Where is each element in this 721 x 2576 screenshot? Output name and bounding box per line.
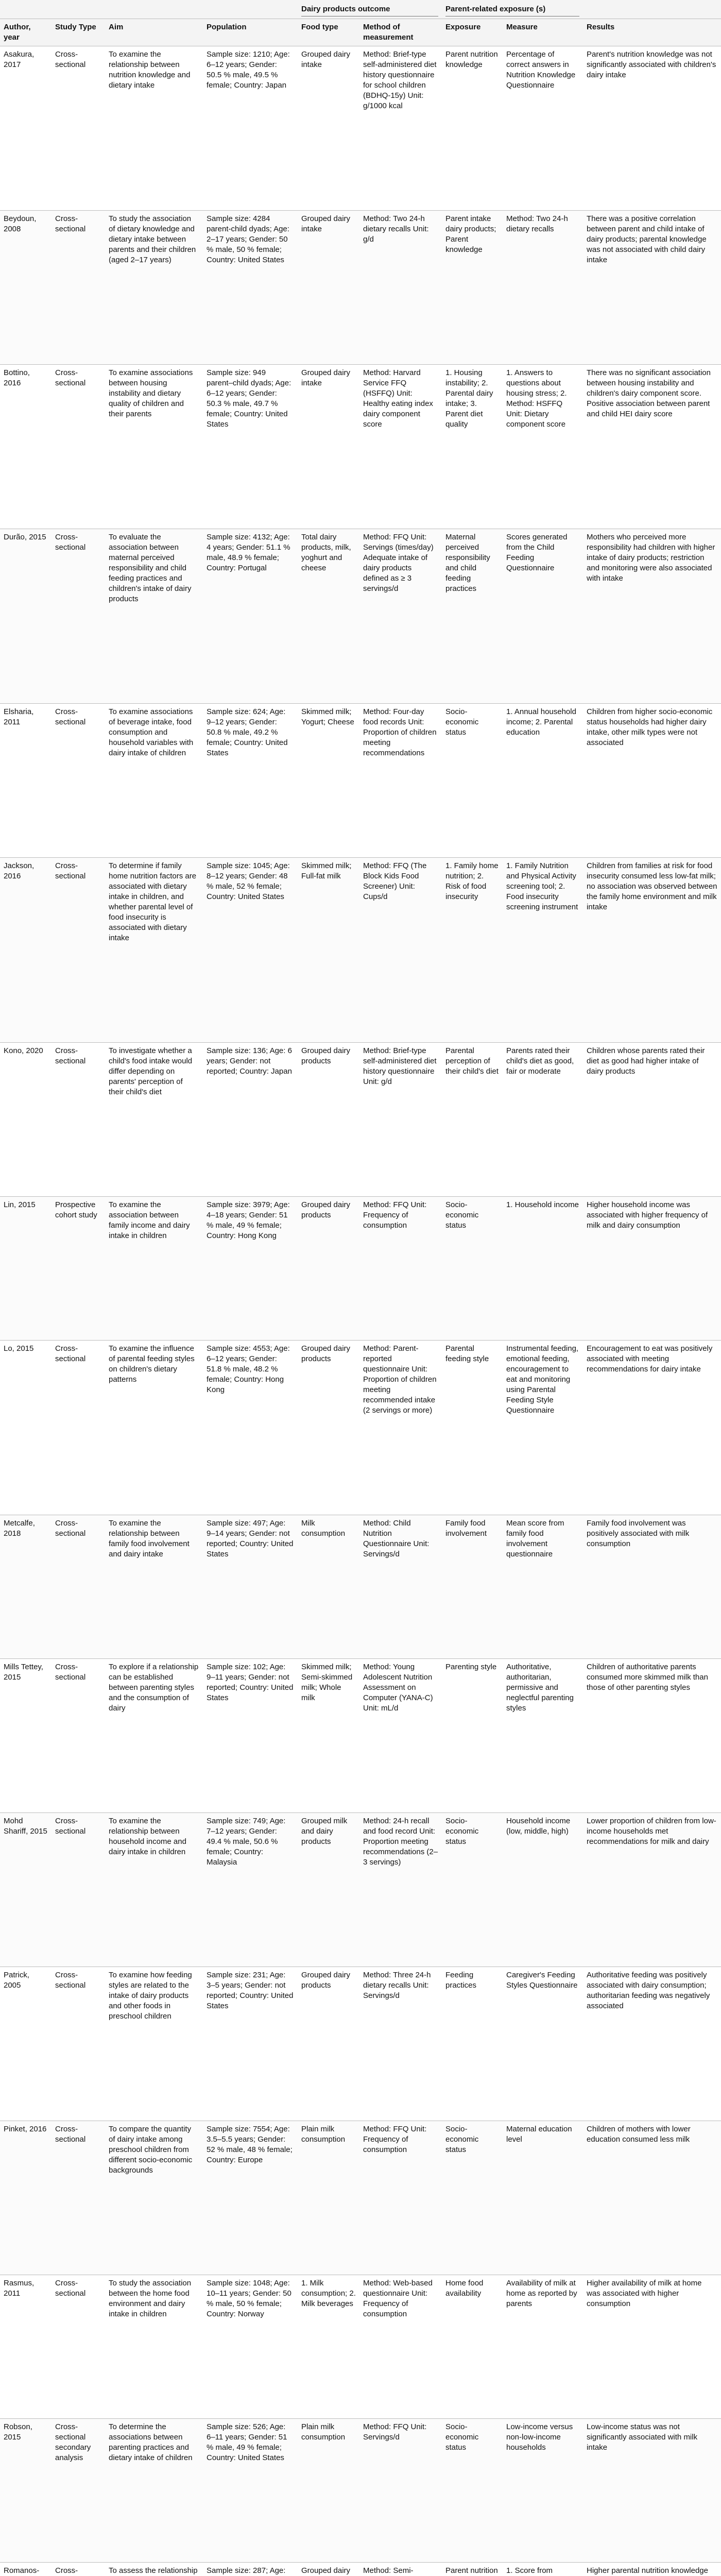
col-measure: Measure: [503, 19, 583, 46]
cell-method: Method: FFQ Unit: Servings/d: [359, 2419, 442, 2563]
cell-type: Prospective cohort study: [52, 1197, 105, 1341]
cell-method: Method: Semi-: [359, 2563, 442, 2576]
table-row: [0, 211, 721, 365]
col-results: Results: [583, 19, 721, 46]
cell-measure: Low-income versus non-low-income households: [503, 2419, 583, 2563]
cell-population: Sample size: 4284 parent-child dyads; Age: 2–17 years; Gender: 50 % male, 50 % female; Country: United States: [203, 211, 298, 365]
table-row: [0, 1659, 721, 1813]
cell-method: Method: Parent-reported questionnaire Unit: Proportion of children meeting recommended intake (2 servings or more): [359, 1341, 442, 1515]
table-row: [0, 1341, 721, 1515]
cell-aim: To examine the relationship between nutrition knowledge and dietary intake: [105, 46, 203, 211]
cell-population: Sample size: 136; Age: 6 years; Gender: not reported; Country: Japan: [203, 1043, 298, 1197]
table-row: [0, 2275, 721, 2419]
table-row: [0, 1967, 721, 2121]
cell-method: Method: Web-based questionnaire Unit: Frequency of consumption: [359, 2275, 442, 2419]
cell-aim: To assess the relationship: [105, 2563, 203, 2576]
cell-type: Cross-sectional: [52, 529, 105, 704]
cell-results: There was no significant association between housing instability and children's dairy component score. Positive association between parent and child HEI dairy score: [583, 365, 721, 529]
cell-measure: 1. Score from: [503, 2563, 583, 2576]
col-population: Population: [203, 19, 298, 46]
cell-exposure: 1. Housing instability; 2. Parental dairy intake; 3. Parent diet quality: [442, 365, 503, 529]
cell-food: Grouped dairy products: [298, 1043, 359, 1197]
cell-measure: 1. Household income: [503, 1197, 583, 1341]
cell-aim: To determine if family home nutrition factors are associated with dietary intake in children, and whether parental level of food insecurity is associated with dietary intake: [105, 858, 203, 1043]
cell-type: Cross-sectional: [52, 1341, 105, 1515]
cell-method: Method: Four-day food records Unit: Proportion of children meeting recommendations: [359, 704, 442, 858]
cell-type: Cross-sectional: [52, 858, 105, 1043]
cell-method: Method: FFQ Unit: Frequency of consumption: [359, 2121, 442, 2275]
cell-aim: To examine associations of beverage intake, food consumption and household variables with dairy intake of children: [105, 704, 203, 858]
cell-results: Higher household income was associated with higher frequency of milk and dairy consumption: [583, 1197, 721, 1341]
cell-aim: To investigate whether a child's food intake would differ depending on parents' perception of their child's diet: [105, 1043, 203, 1197]
cell-aim: To explore if a relationship can be established between parenting styles and the consumption of dairy: [105, 1659, 203, 1813]
cell-results: Higher availability of milk at home was associated with higher consumption: [583, 2275, 721, 2419]
cell-population: Sample size: 497; Age: 9–14 years; Gender: not reported; Country: United States: [203, 1515, 298, 1659]
cell-results: Higher parental nutrition knowledge: [583, 2563, 721, 2576]
cell-measure: Caregiver's Feeding Styles Questionnaire: [503, 1967, 583, 2121]
cell-results: Encouragement to eat was positively associated with meeting recommendations for dairy intake: [583, 1341, 721, 1515]
cell-population: Sample size: 1210; Age: 6–12 years; Gender: 50.5 % male, 49.5 % female; Country: Japan: [203, 46, 298, 211]
cell-results: There was a positive correlation between parent and child intake of dairy products; parental knowledge was not associated with child dairy intake: [583, 211, 721, 365]
cell-food: Grouped dairy products: [298, 1967, 359, 2121]
cell-exposure: Parent nutrition: [442, 2563, 503, 2576]
cell-results: Children from higher socio-economic status households had higher dairy intake, other milk types were not associated: [583, 704, 721, 858]
group-exposure-header: Parent-related exposure (s): [442, 0, 583, 19]
cell-population: Sample size: 4553; Age: 6–12 years; Gender: 51.8 % male, 48.2 % female; Country: Hong Kong: [203, 1341, 298, 1515]
cell-results: Low-income status was not significantly associated with milk intake: [583, 2419, 721, 2563]
cell-type: Cross-sectional: [52, 46, 105, 211]
cell-author: Durão, 2015: [0, 529, 52, 704]
cell-method: Method: Young Adolescent Nutrition Assessment on Computer (YANA-C) Unit: mL/d: [359, 1659, 442, 1813]
column-header-row: [0, 19, 721, 46]
col-method: Method of measurement: [359, 19, 442, 46]
cell-measure: Method: Two 24-h dietary recalls: [503, 211, 583, 365]
table-row: [0, 858, 721, 1043]
cell-exposure: Maternal perceived responsibility and child feeding practices: [442, 529, 503, 704]
cell-method: Method: Two 24-h dietary recalls Unit: g/d: [359, 211, 442, 365]
cell-food: Skimmed milk; Semi-skimmed milk; Whole milk: [298, 1659, 359, 1813]
cell-results: Mothers who perceived more responsibility had children with higher intake of dairy products; restriction and monitoring were also associated with intake: [583, 529, 721, 704]
cell-exposure: Home food availability: [442, 2275, 503, 2419]
cell-author: Rasmus, 2011: [0, 2275, 52, 2419]
cell-exposure: Parent intake dairy products; Parent knowledge: [442, 211, 503, 365]
cell-exposure: 1. Family home nutrition; 2. Risk of food insecurity: [442, 858, 503, 1043]
cell-author: Mohd Shariff, 2015: [0, 1813, 52, 1967]
cell-measure: Authoritative, authoritarian, permissive and neglectful parenting styles: [503, 1659, 583, 1813]
cell-method: Method: Three 24-h dietary recalls Unit: Servings/d: [359, 1967, 442, 2121]
cell-measure: Scores generated from the Child Feeding Questionnaire: [503, 529, 583, 704]
cell-food: Plain milk consumption: [298, 2419, 359, 2563]
table-row: [0, 1813, 721, 1967]
cell-population: Sample size: 1048; Age: 10–11 years; Gender: 50 % male, 50 % female; Country: Norway: [203, 2275, 298, 2419]
cell-aim: To study the association of dietary knowledge and dietary intake between parents and their children (aged 2–17 years): [105, 211, 203, 365]
cell-author: Bottino, 2016: [0, 365, 52, 529]
group-header-row: [0, 0, 721, 19]
cell-aim: To examine the influence of parental feeding styles on children's dietary patterns: [105, 1341, 203, 1515]
group-outcome-header: Dairy products outcome: [298, 0, 442, 19]
cell-aim: To examine associations between housing instability and dietary quality of children and their parents: [105, 365, 203, 529]
cell-author: Robson, 2015: [0, 2419, 52, 2563]
cell-type: Cross-sectional secondary analysis: [52, 2419, 105, 2563]
cell-food: Grouped dairy intake: [298, 46, 359, 211]
cell-measure: Household income (low, middle, high): [503, 1813, 583, 1967]
cell-population: Sample size: 231; Age: 3–5 years; Gender: not reported; Country: United States: [203, 1967, 298, 2121]
cell-method: Method: 24-h recall and food record Unit: Proportion meeting recommendations (2–3 servings): [359, 1813, 442, 1967]
cell-population: Sample size: 949 parent–child dyads; Age: 6–12 years; Gender: 50.3 % male, 49.7 % female; Country: United States: [203, 365, 298, 529]
table-row: [0, 1515, 721, 1659]
cell-measure: Instrumental feeding, emotional feeding, encouragement to eat and monitoring using Parental Feeding Style Questionnaire: [503, 1341, 583, 1515]
cell-food: Grouped dairy products: [298, 1341, 359, 1515]
cell-measure: 1. Family Nutrition and Physical Activity screening tool; 2. Food insecurity screening instrument: [503, 858, 583, 1043]
cell-exposure: Socio-economic status: [442, 1813, 503, 1967]
cell-food: Skimmed milk; Full-fat milk: [298, 858, 359, 1043]
cell-results: Children of authoritative parents consumed more skimmed milk than those of other parenting styles: [583, 1659, 721, 1813]
cell-aim: To examine how feeding styles are related to the intake of dairy products and other foods in preschool children: [105, 1967, 203, 2121]
cell-method: Method: Brief-type self-administered diet history questionnaire for school children (BDHQ-15y) Unit: g/1000 kcal: [359, 46, 442, 211]
col-study-type: Study Type: [52, 19, 105, 46]
cell-method: Method: FFQ (The Block Kids Food Screener) Unit: Cups/d: [359, 858, 442, 1043]
cell-food: Grouped dairy products: [298, 1197, 359, 1341]
col-exposure: Exposure: [442, 19, 503, 46]
cell-author: Mills Tettey, 2015: [0, 1659, 52, 1813]
cell-exposure: Parenting style: [442, 1659, 503, 1813]
cell-exposure: Socio-economic status: [442, 2121, 503, 2275]
table-row: [0, 1043, 721, 1197]
cell-aim: To examine the association between family income and dairy intake in children: [105, 1197, 203, 1341]
cell-type: Cross-sectional: [52, 365, 105, 529]
cell-results: Family food involvement was positively associated with milk consumption: [583, 1515, 721, 1659]
cell-exposure: Parent nutrition knowledge: [442, 46, 503, 211]
cell-author: Lo, 2015: [0, 1341, 52, 1515]
cell-method: Method: FFQ Unit: Servings (times/day) Adequate intake of dairy products defined as ≥ 3 servings/d: [359, 529, 442, 704]
cell-aim: To examine the relationship between household income and dairy intake in children: [105, 1813, 203, 1967]
cell-food: Total dairy products, milk, yoghurt and cheese: [298, 529, 359, 704]
cell-type: Cross-sectional: [52, 1515, 105, 1659]
cell-type: Cross-sectional: [52, 2275, 105, 2419]
cell-population: Sample size: 749; Age: 7–12 years; Gender: 49.4 % male, 50.6 % female; Country: Malaysia: [203, 1813, 298, 1967]
cell-author: Elsharia, 2011: [0, 704, 52, 858]
cell-type: Cross-sectional: [52, 1967, 105, 2121]
cell-author: Jackson, 2016: [0, 858, 52, 1043]
cell-exposure: Parental perception of their child's diet: [442, 1043, 503, 1197]
cell-type: Cross-: [52, 2563, 105, 2576]
cell-method: Method: Child Nutrition Questionnaire Unit: Servings/d: [359, 1515, 442, 1659]
cell-measure: Availability of milk at home as reported by parents: [503, 2275, 583, 2419]
cell-author: Metcalfe, 2018: [0, 1515, 52, 1659]
table-row: [0, 1197, 721, 1341]
cell-aim: To compare the quantity of dairy intake among preschool children from different socio-economic backgrounds: [105, 2121, 203, 2275]
table-row: [0, 2563, 721, 2576]
table-row: [0, 704, 721, 858]
cell-population: Sample size: 526; Age: 6–11 years; Gender: 51 % male, 49 % female; Country: United States: [203, 2419, 298, 2563]
table-row: [0, 46, 721, 211]
cell-type: Cross-sectional: [52, 1043, 105, 1197]
cell-author: Kono, 2020: [0, 1043, 52, 1197]
cell-measure: Maternal education level: [503, 2121, 583, 2275]
col-food-type: Food type: [298, 19, 359, 46]
cell-population: Sample size: 287; Age:: [203, 2563, 298, 2576]
cell-type: Cross-sectional: [52, 1813, 105, 1967]
cell-measure: Mean score from family food involvement questionnaire: [503, 1515, 583, 1659]
cell-measure: Parents rated their child's diet as good, fair or moderate: [503, 1043, 583, 1197]
col-author: Author, year: [0, 19, 52, 46]
cell-measure: 1. Annual household income; 2. Parental education: [503, 704, 583, 858]
cell-type: Cross-sectional: [52, 1659, 105, 1813]
cell-exposure: Socio-economic status: [442, 704, 503, 858]
cell-author: Beydoun, 2008: [0, 211, 52, 365]
cell-author: Pinket, 2016: [0, 2121, 52, 2275]
cell-population: Sample size: 102; Age: 9–11 years; Gender: not reported; Country: United States: [203, 1659, 298, 1813]
cell-method: Method: Harvard Service FFQ (HSFFQ) Unit: Healthy eating index dairy component score: [359, 365, 442, 529]
cell-food: Milk consumption: [298, 1515, 359, 1659]
table-body: [0, 46, 721, 2576]
table-row: [0, 529, 721, 704]
cell-population: Sample size: 7554; Age: 3.5–5.5 years; Gender: 52 % male, 48 % female; Country: Europe: [203, 2121, 298, 2275]
cell-aim: To study the association between the home food environment and dairy intake in children: [105, 2275, 203, 2419]
cell-food: Grouped dairy intake: [298, 365, 359, 529]
cell-results: Children whose parents rated their diet as good had higher intake of dairy products: [583, 1043, 721, 1197]
cell-food: Skimmed milk; Yogurt; Cheese: [298, 704, 359, 858]
cell-exposure: Feeding practices: [442, 1967, 503, 2121]
col-aim: Aim: [105, 19, 203, 46]
cell-author: Lin, 2015: [0, 1197, 52, 1341]
cell-food: Grouped dairy: [298, 2563, 359, 2576]
cell-author: Asakura, 2017: [0, 46, 52, 211]
table-row: [0, 365, 721, 529]
cell-exposure: Family food involvement: [442, 1515, 503, 1659]
cell-method: Method: FFQ Unit: Frequency of consumption: [359, 1197, 442, 1341]
table-row: [0, 2121, 721, 2275]
cell-food: Grouped dairy intake: [298, 211, 359, 365]
table-row: [0, 2419, 721, 2563]
cell-type: Cross-sectional: [52, 211, 105, 365]
cell-food: Plain milk consumption: [298, 2121, 359, 2275]
cell-measure: 1. Answers to questions about housing stress; 2. Method: HSFFQ Unit: Dietary component score: [503, 365, 583, 529]
cell-method: Method: Brief-type self-administered diet history questionnaire Unit: g/d: [359, 1043, 442, 1197]
cell-results: Lower proportion of children from low-income households met recommendations for milk and dairy: [583, 1813, 721, 1967]
table-header: [0, 0, 721, 46]
cell-author: Patrick, 2005: [0, 1967, 52, 2121]
cell-results: Children of mothers with lower education consumed less milk: [583, 2121, 721, 2275]
cell-food: Grouped milk and dairy products: [298, 1813, 359, 1967]
cell-food: 1. Milk consumption; 2. Milk beverages: [298, 2275, 359, 2419]
cell-results: Parent's nutrition knowledge was not significantly associated with children's dairy intake: [583, 46, 721, 211]
cell-type: Cross-sectional: [52, 2121, 105, 2275]
cell-aim: To examine the relationship between family food involvement and dairy intake: [105, 1515, 203, 1659]
cell-exposure: Parental feeding style: [442, 1341, 503, 1515]
cell-population: Sample size: 3979; Age: 4–18 years; Gender: 51 % male, 49 % female; Country: Hong Kong: [203, 1197, 298, 1341]
cell-exposure: Socio-economic status: [442, 2419, 503, 2563]
cell-results: Authoritative feeding was positively associated with dairy consumption; authoritarian feeding was negatively associated: [583, 1967, 721, 2121]
cell-aim: To evaluate the association between maternal perceived responsibility and child feeding practices and children's intake of dairy products: [105, 529, 203, 704]
cell-measure: Percentage of correct answers in Nutrition Knowledge Questionnaire: [503, 46, 583, 211]
cell-exposure: Socio-economic status: [442, 1197, 503, 1341]
cell-results: Children from families at risk for food insecurity consumed less low-fat milk; no association was observed between the family home environment and milk intake: [583, 858, 721, 1043]
cell-type: Cross-sectional: [52, 704, 105, 858]
cell-author: Romanos-: [0, 2563, 52, 2576]
cell-population: Sample size: 1045; Age: 8–12 years; Gender: 48 % male, 52 % female; Country: United States: [203, 858, 298, 1043]
cell-population: Sample size: 624; Age: 9–12 years; Gender: 50.8 % male, 49.2 % female; Country: United States: [203, 704, 298, 858]
cell-aim: To determine the associations between parenting practices and dietary intake of children: [105, 2419, 203, 2563]
cell-population: Sample size: 4132; Age: 4 years; Gender: 51.1 % male, 48.9 % female; Country: Portugal: [203, 529, 298, 704]
